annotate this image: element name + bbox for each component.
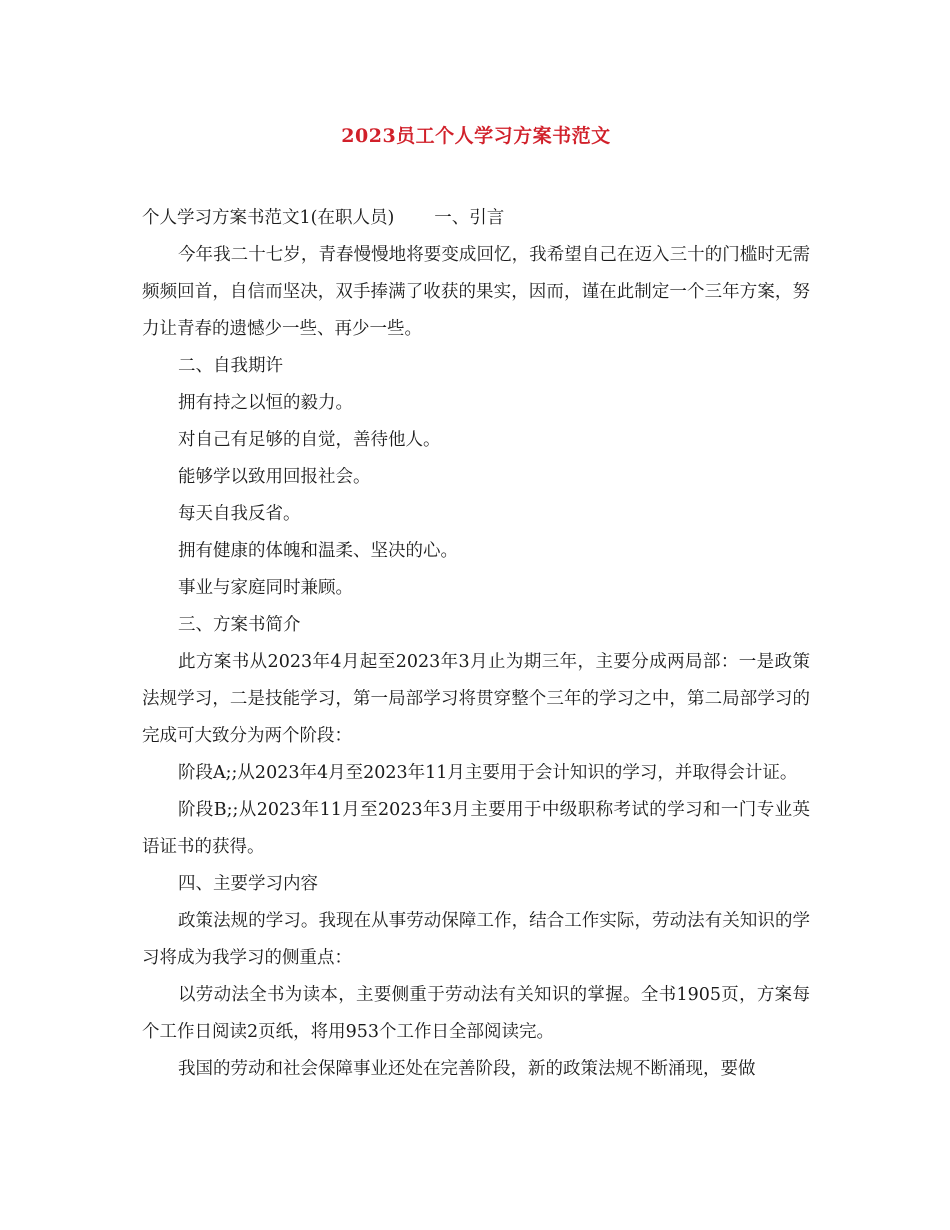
section-heading: 四、主要学习内容 (178, 874, 318, 894)
paragraph: 今年我二十七岁，青春慢慢地将要变成回忆，我希望自己在迈入三十的门槛时无需频频回首，自信而坚决，双手捧满了收获的果实，因而，谨在此制定一个三年方案，努力让青春的遗憾少一些、再少一些。 (142, 245, 810, 339)
list-item: 每天自我反省。 (178, 504, 301, 524)
list-item: 能够学以致用回报社会。 (178, 467, 371, 487)
heading-line (142, 200, 810, 237)
paragraph: 阶段A;;从2023年4月至2023年11月主要用于会计知识的学习，并取得会计证。 (178, 763, 798, 783)
paragraph: 以劳动法全书为读本，主要侧重于劳动法有关知识的掌握。全书1905页，方案每个工作日阅读2页纸，将用953个工作日全部阅读完。 (142, 985, 810, 1042)
paragraph: 阶段B;;从2023年11月至2023年3月主要用于中级职称考试的学习和一门专业英语证书的获得。 (142, 800, 810, 857)
list-item: 拥有健康的体魄和温柔、坚决的心。 (178, 541, 458, 561)
paragraph: 此方案书从2023年4月起至2023年3月止为期三年，主要分成两局部：一是政策法规学习，二是技能学习，第一局部学习将贯穿整个三年的学习之中，第二局部学习的完成可大致分为两个阶段： (142, 652, 810, 746)
list-item: 拥有持之以恒的毅力。 (178, 393, 353, 413)
list-item: 事业与家庭同时兼顾。 (178, 578, 353, 598)
paragraph: 我国的劳动和社会保障事业还处在完善阶段，新的政策法规不断涌现，要做 (178, 1059, 756, 1079)
document-title: 2023员工个人学习方案书范文 (341, 125, 611, 147)
section-heading: 三、方案书简介 (178, 615, 301, 635)
paragraph: 政策法规的学习。我现在从事劳动保障工作，结合工作实际，劳动法有关知识的学习将成为我学习的侧重点： (142, 911, 810, 968)
section-heading-introduction: 一、引言 (434, 208, 505, 228)
section-heading: 二、自我期许 (178, 356, 283, 376)
list-item: 对自己有足够的自觉，善待他人。 (178, 430, 441, 450)
plan-subtitle: 个人学习方案书范文1(在职人员) (142, 208, 395, 228)
